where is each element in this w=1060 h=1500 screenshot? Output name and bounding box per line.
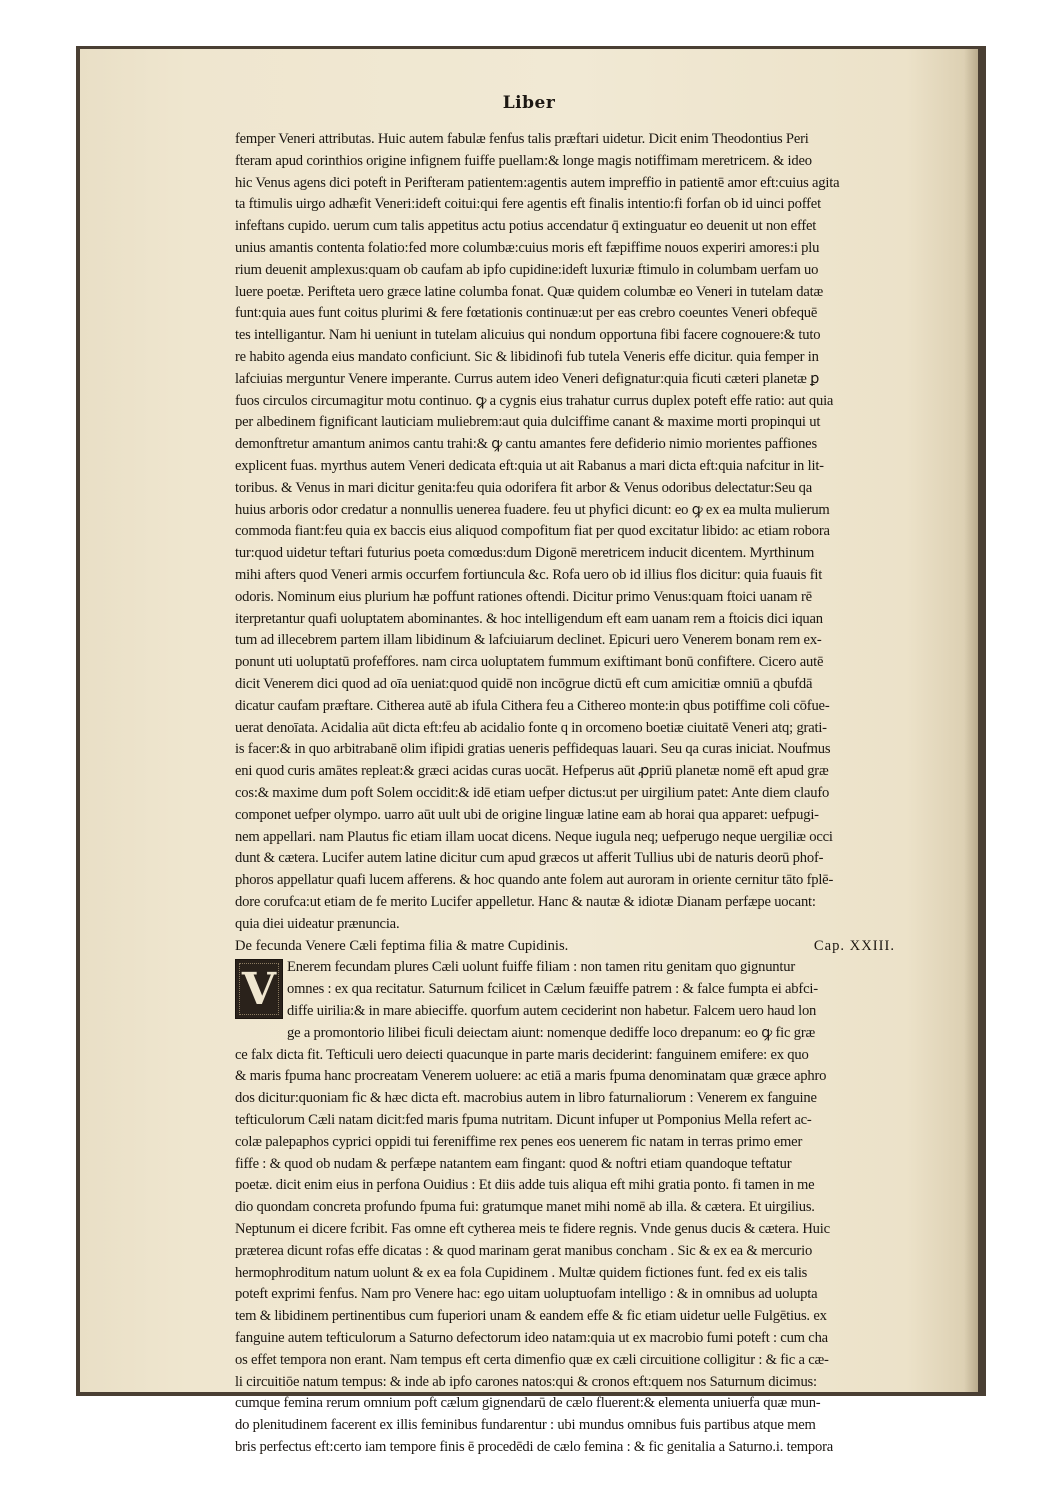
text-line: poetæ. dicit enim eius in perfona Ouidius : Et diis adde tuis aliqua eft mihi gratia ponto. fi tamen in me [235,1177,815,1194]
text-line: fuos circulos circumagitur motu continuo. ꝙ a cygnis eius trahatur currus duplex poteft effe ratio: aut quia [235,392,834,409]
text-line: unius amantis contenta folatio:fed more columbæ:cuius moris eft fæpiffime nouos experiri amores:i plu [235,239,820,256]
text-line: explicent fuas. myrthus autem Veneri dedicata eft:quia ut ait Rabanus a mari dicta eft:quia nafcitur in lit- [235,457,824,474]
text-line: tem & libidinem pertinentibus cum fuperiori unam & eandem effe & fic etiam uidetur uelle Fulgētius. ex [235,1308,827,1325]
chapter-heading: De fecunda Venere Cæli feptima filia & matre Cupidinis. [235,938,569,955]
chapter-heading-line [235,935,925,957]
text-line: Neptunum ei dicere fcribit. Fas omne eft cytherea meis te fidere regnis. Vnde genus ducis & cætera. Huic [235,1221,830,1238]
text-line: os effet tempora non erant. Nam tempus eft certa dimenfio quæ ex cæli circuitione colligitur : & fic a cæ- [235,1351,829,1368]
text-block [235,129,925,1459]
text-line: cumque femina rerum omnium poft cælum gignendarū de cælo fluerent:& elementa uniuerfa quæ mun- [235,1395,821,1412]
text-line: cos:& maxime dum poft Solem occidit:& idē etiam uefper dictus:ut per uirgilium patet: Ante diem claufo [235,784,830,801]
text-line: diffe uirilia:& in mare abieciffe. quorfum autem ceciderint non habetur. Falcem uero haud lon [287,1003,817,1020]
text-line: is facer:& in quo arbitrabanē olim ifipidi gratias ueneris peffidequas lauari. Seu qa curas iniciat. Noufmus [235,741,831,758]
text-line: hermophroditum natum uolunt & ex ea fola Cupidinem . Multæ quidem fictiones funt. fed ex eis talis [235,1264,808,1281]
running-head: Liber [502,93,556,113]
text-line: funt:quia aues funt coitus plurimi & fere fœtationis continuæ:ut per eas crebro coeuntes Veneri obfequē [235,305,818,322]
text-line: & maris fpuma hanc procreatam Venerem uoluere: ac etiā a maris fpuma denominatam quæ græce aphro [235,1068,827,1085]
text-line: componet uefper olympo. uarro aūt uult ubi de origine linguæ latine eam ab horai qua apparet: uefpugi- [235,806,819,823]
text-line: femper Veneri attributas. Huic autem fabulæ fenfus talis præftari uidetur. Dicit enim Theodontius Peri [235,131,809,147]
text-line: do plenitudinem facerent ex illis feminibus fundarentur : ubi mundus omnibus fuis partibus atque mem [235,1417,816,1434]
text-line: quia diei uideatur prænuncia. [235,915,400,932]
text-line: uerat denoīata. Acidalia aūt dicta eft:feu ab acidalio fonte q in orcomeno boetiæ ciuitatē Veneri atq; grati- [235,719,827,736]
text-line: dio quondam concreta profundo fpuma fui: gratumque manet mihi nomē ab illa. & cætera. Et uirgilius. [235,1199,815,1216]
text-line: ponunt uti uoluptatū profeffores. nam circa uoluptatem fummum exiftimant bonū confiftere. Cicero autē [235,654,824,671]
text-line: per albedinem fignificant lauticiam muliebrem:aut quia dulciffime canant & maxime morti propinqui ut [235,414,821,431]
text-line: phoros appellatur quafi lucem afferens. & hoc quando ante folem aut auroram in oriente cernitur tāto fplē- [235,872,834,889]
text-line: præterea dicunt rofas effe dicatas : & quod marinam gerat manibus concham . Sic & ex ea & mercurio [235,1242,813,1259]
text-line: demonftretur amantum animos cantu trahi:& ꝙ cantu amantes fere defiderio nimio morientes paffiones [235,436,817,453]
text-line: omnes : ex qua recitatur. Saturnum fcilicet in Cælum fæuiffe patrem : & falce fumpta ei abfci- [287,981,818,998]
decorated-initial: V [235,959,283,1019]
paragraph-1 [235,129,925,935]
text-line: poteft exprimi fenfus. Nam pro Venere hac: ego uitam uoluptuofam intelligo : & in omnibus ad uolupta [235,1286,818,1303]
text-line: huius arboris odor credatur a nonnullis uenerea fuadere. feu ut phyfici dicunt: eo ꝙ ex ea multa mulierum [235,501,830,518]
text-line: fanguine autem tefticulorum a Saturno defectorum ideo natam:quia ut ex macrobio fumi poteft : cum cha [235,1330,828,1347]
text-line: hic Venus agens dici poteft in Perifteram patientem:agentis autem impreffio in patientē amor eft:cuius agita [235,174,840,191]
text-line: Enerem fecundam plures Cæli uolunt fuiffe filiam : non tamen ritu genitam quo gignuntur [287,959,795,976]
text-line: luere poetæ. Perifteta uero græce latine columba fonat. Quæ quidem columbæ eo Veneri in tutelam datæ [235,283,824,300]
text-line: nem appellari. nam Plautus fic etiam illam uocat dicens. Neque iugula neq; uefperugo neque uergiliæ occi [235,828,833,845]
text-line: ge a promontorio lilibei ficuli deiectam aiunt: nomenque dediffe loco drepanum: eo ꝙ fic græ [287,1024,816,1041]
text-line: tes intelligantur. Nam hi ueniunt in tutelam alicuius qui nondum opportuna fibi facere cognouere:& tuto [235,327,821,344]
paragraph-2 [235,957,925,1458]
text-line: commoda fiant:feu quia ex baccis eius aliquod compofitum fiat per quod excitatur libido: ac etiam robora [235,523,830,540]
paragraph-2-indented [235,957,925,1044]
text-line: dicatur caufam præftare. Citherea autē ab ifula Cithera feu a Cithereo monte:in qbus potiffime coli cōfue- [235,697,830,714]
text-line: bris perfectus eft:certo iam tempore finis ē procedēdi de cælo femina : & fic genitalia a Saturno.i. tempora [235,1439,834,1456]
text-line: toribus. & Venus in mari dicitur genita:feu quia odorifera fit arbor & Venus odoribus delectatur:Seu qa [235,479,813,496]
text-line: ce falx dicta fit. Tefticuli uero deiecti quacunque in parte maris deciderint: fanguinem emifere: ex quo [235,1046,809,1063]
chapter-number: Cap. XXIII. [813,938,895,955]
paragraph-2-body [235,1045,925,1459]
text-line: tefticulorum Cæli natam dicit:fed maris fpuma nutritam. Dicunt infuper ut Pomponius Mella refert ac- [235,1112,812,1129]
text-line: re habito agenda eius mandato conficiunt. Sic & libidinofi fub tutela Veneris effe dicitur. quia femper in [235,348,819,365]
text-line: dunt & cætera. Lucifer autem latine dicitur cum apud græcos ut afferit Tullius ubi de naturis deorū phof- [235,850,824,867]
book-page [80,49,978,1456]
text-line: eni quod curis amātes repleat:& græci acidas curas uocāt. Hefperus aūt ꝓpriū planetæ nomē eft apud græ [235,763,829,780]
text-line: infeftans cupido. uerum cum talis appetitus actu potius accendatur q̄ extinguatur eo deuenit ut non effet [235,218,817,235]
text-line: tur:quod uidetur teftari futurius poeta comœdus:dum Digonē meretricem inducit dicentem. Myrthinum [235,545,815,562]
text-line: odoris. Nominum eius plurium hæ poffunt rationes oftendi. Dicitur primo Venus:quam ftoici uanam rē [235,588,812,605]
text-line: lafciuias merguntur Venere imperante. Currus autem ideo Veneri defignatur:quia ficuti cæteri planetæ ꝑ [235,370,820,387]
text-line: dicit Venerem dici quod ad oīa ueniat:quod quidē non incōgrue dictū eft cum amicitiæ omniū a qbufdā [235,675,813,692]
text-line: fteram apud corinthios origine infignem fuiffe puellam:& longe magis notiffimam meretricem. & ideo [235,152,812,169]
text-line: dore corufca:ut etiam de fe merito Lucifer appelletur. Hanc & nautæ & idiotæ Dianam perfæpe uocant: [235,893,816,910]
text-line: colæ palepaphos cyprici oppidi tui fereniffime rex penes eos uenerem fic natam in terras primo emer [235,1133,803,1150]
text-line: iterpretantur quafi uoluptatem abominantes. & hoc intelligendum eft eam uanam rem a ftoicis dici iquan [235,610,823,627]
text-line: dos dicitur:quoniam fic & hæc dicta eft. macrobius autem in libro faturnaliorum : Venerem ex fanguine [235,1090,817,1107]
text-line: mihi afters quod Veneri armis occurfem fortiuncula &c. Rofa uero ob id illius flos dicitur: quia fuauis fit [235,566,823,583]
text-line: fiffe : & quod ob nudam & perfæpe natantem eam fingant: quod & noftri etiam quandoque teftatur [235,1155,792,1172]
text-line: rium deuenit amplexus:quam ob caufam ab ipfo cupidine:ideft luxuriæ ftimulo in columbam uerfam uo [235,261,819,278]
text-line: tum ad illecebrem partem illam libidinum & lafciuiarum declinet. Epicuri uero Venerem bonam rem ex- [235,632,822,649]
text-line: li circuitiōe natum tempus: & inde ab ipfo carones natos:qui & cronos eft:quem nos Saturnum dicimus: [235,1373,817,1390]
text-line: ta ftimulis uirgo adhæfit Veneri:ideft coitui:qui fere agentis eft finalis intentio:fi forfan ob id uinci poffet [235,196,821,213]
